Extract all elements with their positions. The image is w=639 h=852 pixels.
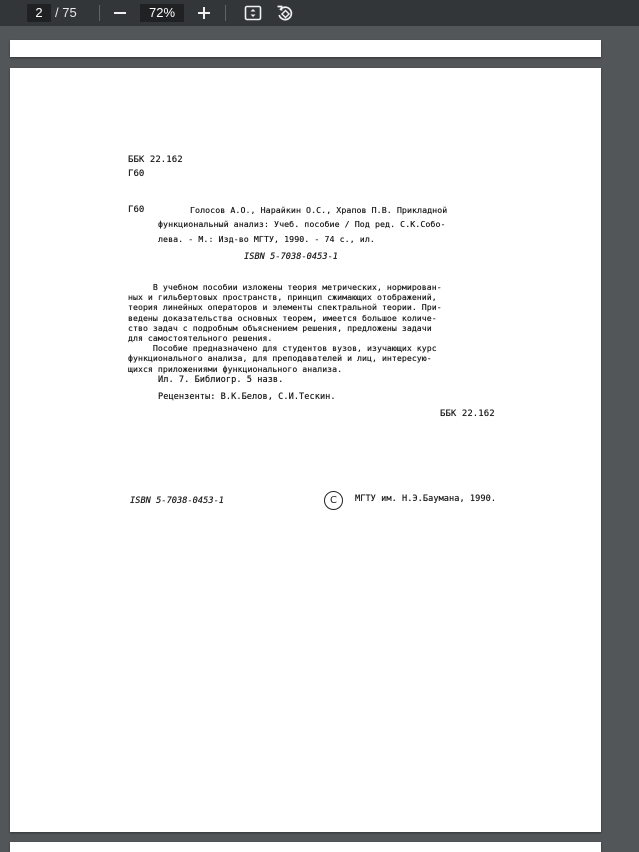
abstract-line: ство задач с подробным объяснением решения, предложены задачи	[128, 322, 432, 333]
toolbar-divider	[99, 5, 100, 21]
illustrations-info: Ил. 7. Библиогр. 5 назв.	[158, 375, 284, 385]
page-total-label: / 75	[55, 5, 77, 20]
copyright-symbol: C	[324, 491, 343, 510]
abstract-line: для самостоятельного решения.	[128, 333, 273, 343]
plus-icon	[194, 3, 214, 23]
zoom-in-button[interactable]	[194, 3, 214, 23]
minus-icon	[110, 3, 130, 23]
index-code: Г60	[128, 169, 145, 179]
abstract-line: ных и гильбертовых пространств, принцип сжимающих отображений,	[128, 292, 437, 303]
abstract-line: функционального анализа, для преподавателей и лиц, интересую-	[128, 353, 432, 364]
abstract-line: ведены доказательства основных теорем, имеется большое количе-	[128, 312, 437, 323]
zoom-level-input[interactable]: 72%	[140, 4, 184, 22]
bbk-code-bottom: ББК 22.162	[440, 409, 495, 419]
copyright-text: МГТУ им. Н.Э.Баумана, 1990.	[355, 494, 497, 504]
abstract-line: теория линейных операторов и элементы спектральной теории. При-	[128, 302, 442, 313]
bib-code: Г60	[128, 205, 145, 215]
abstract-line: щихся приложениями функционального анализа.	[128, 363, 343, 374]
bib-entry-line-3: лева. - М.: Изд-во МГТУ, 1990. - 74 с., ил.	[158, 234, 375, 244]
fit-page-icon	[243, 3, 263, 23]
fit-to-page-button[interactable]	[243, 3, 263, 23]
rotate-button[interactable]	[275, 3, 295, 23]
bib-entry-line-1: Голосов А.О., Нарайкин О.С., Храпов П.В. Прикладной	[190, 205, 448, 215]
bib-entry-line-2: функциональный анализ: Учеб. пособие / Под ред. С.К.Собо-	[158, 219, 446, 229]
rotate-icon	[275, 3, 295, 23]
pdf-toolbar	[0, 0, 639, 26]
bbk-code-top: ББК 22.162	[128, 155, 183, 165]
abstract-line: В учебном пособии изложены теория метрических, нормирован-	[128, 282, 442, 292]
zoom-out-button[interactable]	[110, 3, 130, 23]
abstract-line: Пособие предназначено для студентов вузов, изучающих курс	[128, 343, 437, 354]
isbn-middle: ISBN 5-7038-0453-1	[244, 252, 339, 262]
page-number-input[interactable]: 2	[27, 4, 51, 22]
toolbar-divider	[225, 5, 226, 21]
next-page	[10, 842, 601, 852]
isbn-bottom: ISBN 5-7038-0453-1	[130, 496, 225, 506]
reviewers: Рецензенты: В.К.Белов, С.И.Тескин.	[158, 392, 336, 402]
previous-page	[10, 40, 601, 57]
pdf-page	[10, 68, 601, 832]
